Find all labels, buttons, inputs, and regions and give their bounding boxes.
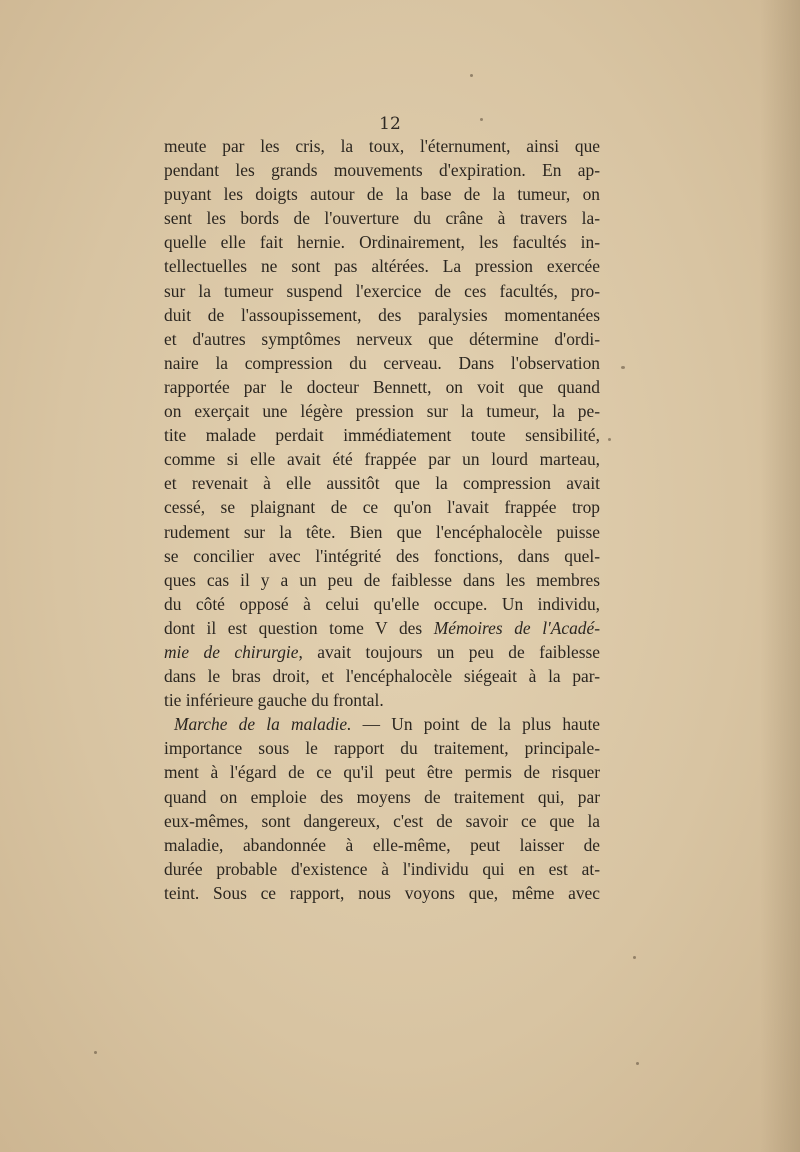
text-segment: teint. Sous ce rapport, nous voyons que, même avec — [164, 882, 600, 903]
text-segment: importance sous le rapport du traitement, principale- — [164, 738, 600, 759]
text-line — [164, 616, 600, 640]
text-line — [164, 182, 600, 206]
text-segment: tite malade perdait immédiatement toute sensibilité, — [164, 425, 600, 446]
text-segment: ment à l'égard de ce qu'il peut être permis de risquer — [164, 762, 600, 783]
text-line — [164, 351, 600, 375]
text-segment: sent les bords de l'ouverture du crâne à travers la- — [164, 208, 600, 229]
text-line — [164, 520, 600, 544]
speck — [94, 1051, 97, 1054]
speck — [480, 118, 483, 121]
text-segment: eux-mêmes, sont dangereux, c'est de savoir ce que la — [164, 810, 600, 831]
text-segment: durée probable d'existence à l'individu qui en est at- — [164, 858, 600, 879]
text-segment: et revenait à elle aussitôt que la compression avait — [164, 473, 600, 494]
speck — [633, 956, 636, 959]
italic-text: mie de chirurgie — [164, 641, 299, 662]
text-line — [164, 857, 600, 881]
text-line — [164, 544, 600, 568]
text-segment: ques cas il y a un peu de faiblesse dans les membres — [164, 569, 600, 590]
page-edge-shadow — [760, 0, 800, 1152]
text-segment: naire la compression du cerveau. Dans l'observation — [164, 352, 600, 373]
text-segment: maladie, abandonnée à elle-même, peut laisser de — [164, 834, 600, 855]
text-line — [164, 206, 600, 230]
text-segment: cessé, se plaignant de ce qu'on l'avait frappée trop — [164, 497, 600, 518]
text-segment: dans le bras droit, et l'encéphalocèle siégeait à la par- — [164, 666, 600, 687]
text-segment: pendant les grands mouvements d'expiration. En ap- — [164, 160, 600, 181]
text-line — [164, 592, 600, 616]
text-segment: — Un point de la plus haute — [351, 714, 600, 735]
text-segment: tellectuelles ne sont pas altérées. La pression exercée — [164, 256, 600, 277]
text-segment: rudement sur la tête. Bien que l'encéphalocèle puisse — [164, 521, 600, 542]
text-segment: , avait toujours un peu de faiblesse — [298, 641, 601, 662]
text-segment: et d'autres symptômes nerveux que détermine d'ordi- — [164, 328, 600, 349]
text-segment: meute par les cris, la toux, l'éternument, ainsi que — [164, 136, 600, 156]
speck — [608, 438, 611, 441]
text-segment: sur la tumeur suspend l'exercice de ces facultés, pro- — [164, 280, 600, 301]
text-line — [164, 399, 600, 423]
text-line — [164, 327, 600, 351]
text-line — [164, 134, 600, 158]
text-segment: duit de l'assoupissement, des paralysies momentanées — [164, 304, 600, 325]
text-line — [164, 688, 600, 712]
text-line — [164, 664, 600, 688]
text-line — [164, 303, 600, 327]
text-segment: quelle elle fait hernie. Ordinairement, les facultés in- — [164, 232, 600, 253]
text-line — [164, 423, 600, 447]
text-segment: puyant les doigts autour de la base de la tumeur, on — [164, 184, 600, 205]
text-line — [164, 568, 600, 592]
page-number: 12 — [379, 114, 401, 134]
text-line — [164, 471, 600, 495]
text-segment: quand on emploie des moyens de traitement qui, par — [164, 786, 600, 807]
text-line — [164, 712, 600, 736]
italic-text: Mémoires de l'Acadé- — [433, 617, 600, 638]
text-line — [164, 375, 600, 399]
text-line — [164, 809, 600, 833]
text-line — [164, 640, 600, 664]
text-line — [164, 158, 600, 182]
text-segment: comme si elle avait été frappée par un lourd marteau, — [164, 449, 600, 470]
text-line — [164, 254, 600, 278]
text-line — [164, 495, 600, 519]
text-line — [164, 760, 600, 784]
speck — [636, 1062, 639, 1065]
text-line — [164, 785, 600, 809]
text-segment: du côté opposé à celui qu'elle occupe. Un individu, — [164, 593, 600, 614]
speck — [621, 366, 625, 369]
text-line — [164, 736, 600, 760]
text-segment: on exerçait une légère pression sur la tumeur, la pe- — [164, 401, 600, 422]
body-text — [164, 134, 600, 905]
text-segment: tie inférieure gauche du frontal. — [164, 690, 384, 711]
text-segment: dont il est question tome V des — [164, 617, 434, 638]
speck — [470, 74, 473, 77]
text-segment: se concilier avec l'intégrité des fonctions, dans quel- — [164, 545, 600, 566]
italic-text: Marche de la maladie. — [174, 714, 352, 735]
text-line — [164, 230, 600, 254]
text-line — [164, 833, 600, 857]
text-segment: rapportée par le docteur Bennett, on voit que quand — [164, 376, 600, 397]
text-line — [164, 881, 600, 905]
text-line — [164, 279, 600, 303]
text-line — [164, 447, 600, 471]
